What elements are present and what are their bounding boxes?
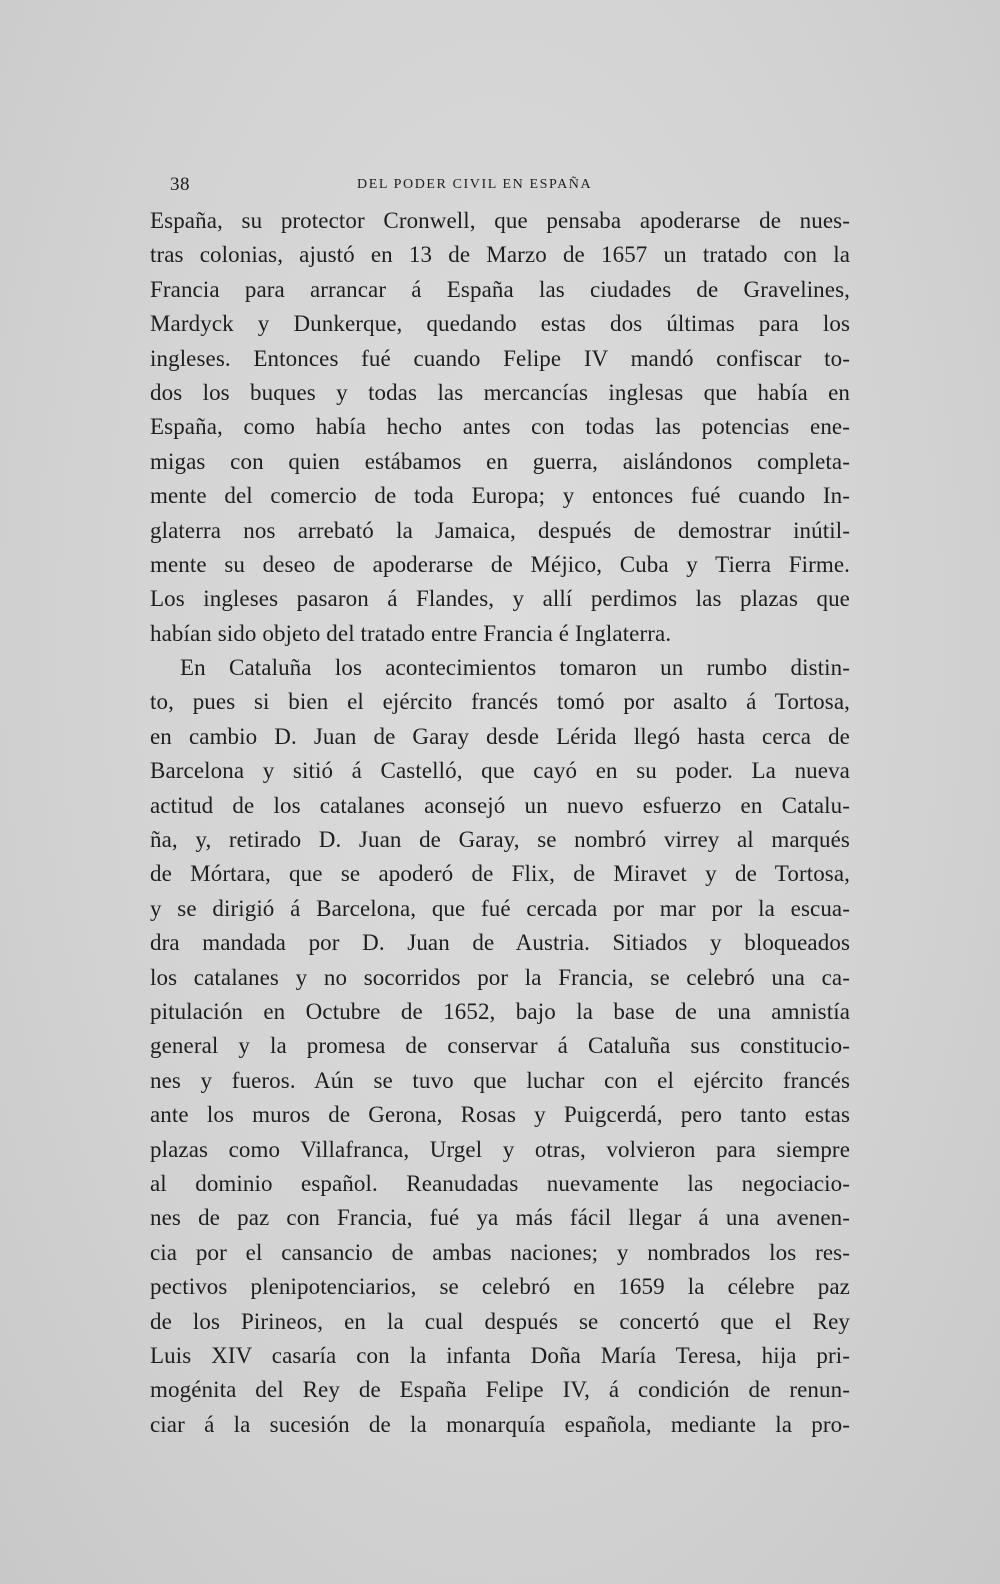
- text-line: general y la promesa de conservar á Cataluña sus constitucio-: [150, 1033, 850, 1059]
- text-line: migas con quien estábamos en guerra, aislándonos completa-: [150, 448, 850, 474]
- text-line: mogénita del Rey de España Felipe IV, á condición de renun-: [150, 1377, 850, 1403]
- text-line: los catalanes y no socorridos por la Francia, se celebró una ca-: [150, 964, 850, 990]
- text-line: dos los buques y todas las mercancías inglesas que había en: [150, 379, 850, 405]
- text-line: pectivos plenipotenciarios, se celebró en 1659 la célebre paz: [150, 1274, 850, 1300]
- running-head: [170, 174, 860, 198]
- text-line: Los ingleses pasaron á Flandes, y allí perdimos las plazas que: [150, 586, 850, 612]
- text-line: al dominio español. Reanudadas nuevamente las negociacio-: [150, 1170, 850, 1196]
- text-line: pitulación en Octubre de 1652, bajo la base de una amnistía: [150, 998, 850, 1024]
- text-line: to, pues si bien el ejército francés tomó por asalto á Tortosa,: [150, 689, 850, 715]
- text-line: ante los muros de Gerona, Rosas y Puigcerdá, pero tanto estas: [150, 1102, 850, 1128]
- text-line: actitud de los catalanes aconsejó un nuevo esfuerzo en Catalu-: [150, 792, 850, 818]
- text-line: Barcelona y sitió á Castelló, que cayó en su poder. La nueva: [150, 758, 850, 784]
- text-line: En Cataluña los acontecimientos tomaron un rumbo distin-: [180, 655, 850, 681]
- text-line: Luis XIV casaría con la infanta Doña María Teresa, hija pri-: [150, 1342, 850, 1368]
- text-line: plazas como Villafranca, Urgel y otras, volvieron para siempre: [150, 1136, 850, 1162]
- text-line: mente su deseo de apoderarse de Méjico, Cuba y Tierra Firme.: [150, 551, 850, 577]
- text-line: y se dirigió á Barcelona, que fué cercada por mar por la escua-: [150, 895, 850, 921]
- text-line: Mardyck y Dunkerque, quedando estas dos últimas para los: [150, 311, 850, 337]
- text-line: dra mandada por D. Juan de Austria. Sitiados y bloqueados: [150, 930, 850, 956]
- text-line: de Mórtara, que se apoderó de Flix, de Miravet y de Tortosa,: [150, 861, 850, 887]
- text-line: ña, y, retirado D. Juan de Garay, se nombró virrey al marqués: [150, 827, 850, 853]
- body-text: [150, 204, 850, 1442]
- text-line: mente del comercio de toda Europa; y entonces fué cuando In-: [150, 483, 850, 509]
- text-line: España, como había hecho antes con todas las potencias ene-: [150, 414, 850, 440]
- page-number: 38: [170, 174, 190, 195]
- text-line: España, su protector Cronwell, que pensaba apoderarse de nues-: [150, 208, 850, 233]
- text-line: cia por el cansancio de ambas naciones; y nombrados los res-: [150, 1239, 850, 1265]
- text-line: ingleses. Entonces fué cuando Felipe IV mandó confiscar to-: [150, 345, 850, 371]
- text-line: Francia para arrancar á España las ciudades de Gravelines,: [150, 276, 850, 302]
- text-line: en cambio D. Juan de Garay desde Lérida llegó hasta cerca de: [150, 723, 850, 749]
- text-line: habían sido objeto del tratado entre Francia é Inglaterra.: [150, 620, 672, 646]
- text-line: nes de paz con Francia, fué ya más fácil llegar á una avenen-: [150, 1205, 850, 1231]
- running-title: DEL PODER CIVIL EN ESPAÑA: [357, 177, 593, 192]
- text-line: tras colonias, ajustó en 13 de Marzo de 1657 un tratado con la: [150, 242, 850, 268]
- text-line: glaterra nos arrebató la Jamaica, después de demostrar inútil-: [150, 517, 850, 543]
- text-line: ciar á la sucesión de la monarquía española, mediante la pro-: [150, 1411, 850, 1437]
- text-line: nes y fueros. Aún se tuvo que luchar con el ejército francés: [150, 1067, 850, 1093]
- text-line: de los Pirineos, en la cual después se concertó que el Rey: [150, 1308, 850, 1334]
